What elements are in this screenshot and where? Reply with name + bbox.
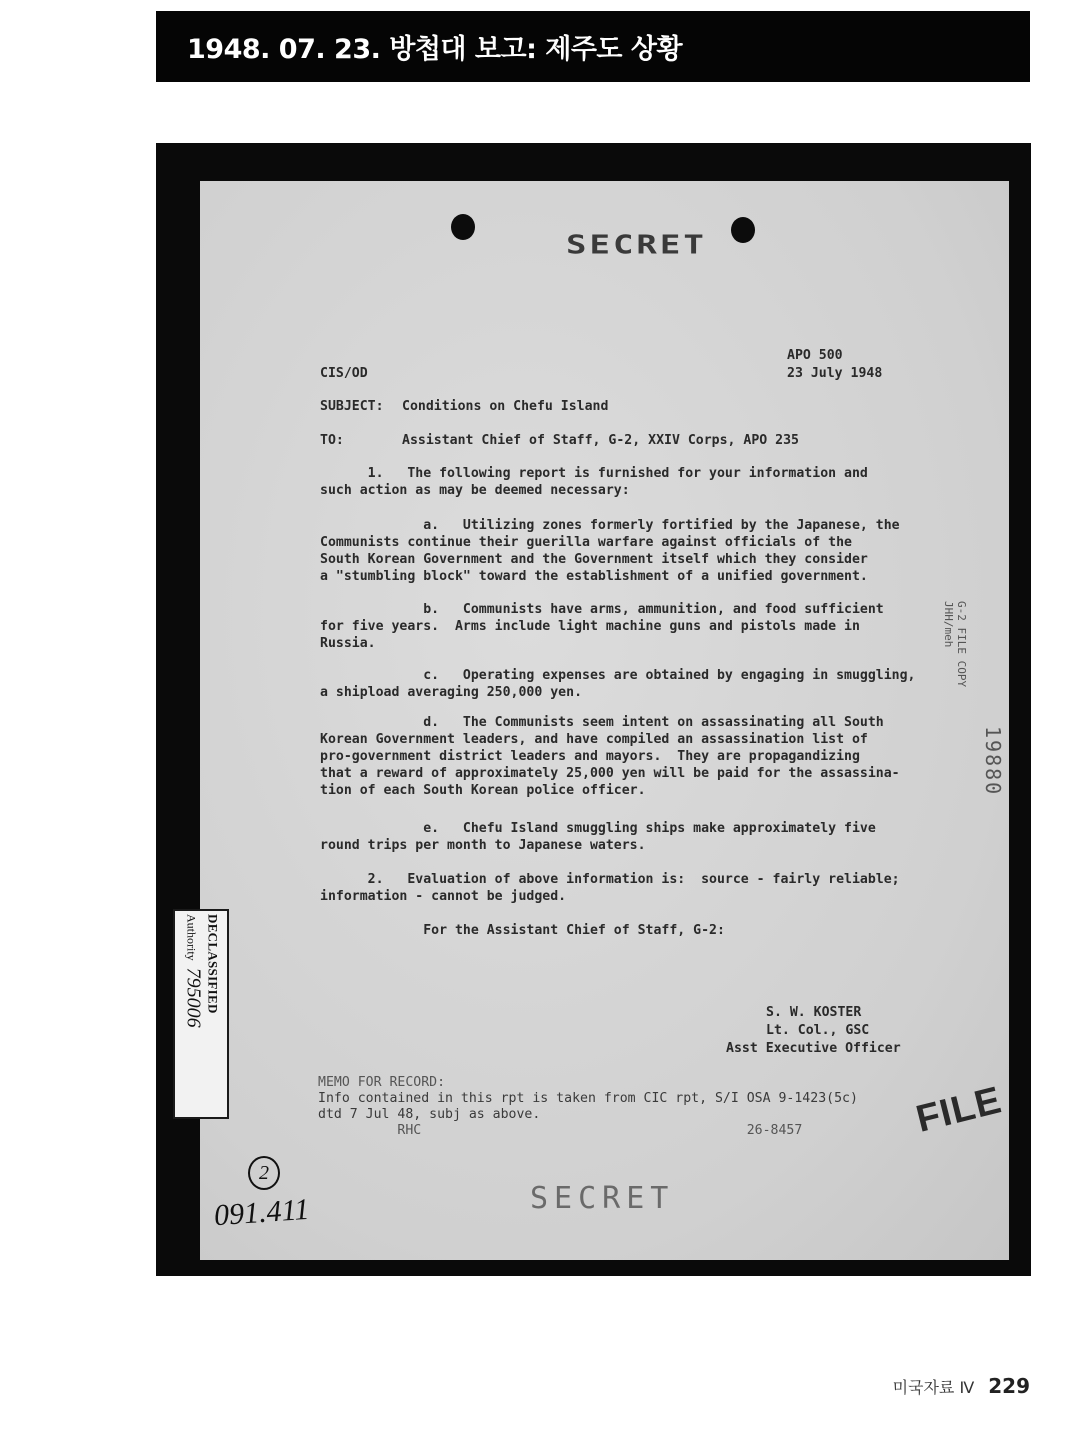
body-line: a "stumbling block" toward the establishment of a unified government. <box>320 569 868 584</box>
body-line: Korean Government leaders, and have compiled an assassination list of <box>320 732 868 747</box>
memo-line: Info contained in this rpt is taken from CIC rpt, S/I OSA 9-1423(5c) <box>318 1091 858 1106</box>
document-photo <box>156 143 1031 1276</box>
handwritten-file-number: 091.411 <box>212 1192 311 1233</box>
body-line: b. Communists have arms, ammunition, and food sufficient <box>320 602 884 617</box>
body-paragraph <box>320 820 876 854</box>
punch-hole-icon <box>451 214 475 240</box>
body-line: Communists continue their guerilla warfare against officials of the <box>320 535 852 550</box>
signature-rank: Lt. Col., GSC <box>766 1023 870 1038</box>
body-paragraph <box>320 465 868 499</box>
declassified-title: DECLASSIFIED <box>205 914 221 1014</box>
body-paragraph <box>320 922 725 939</box>
to-text: Assistant Chief of Staff, G-2, XXIV Corps, APO 235 <box>402 433 799 448</box>
punch-hole-icon <box>731 217 755 243</box>
page-title: 1948. 07. 23. 방첩대 보고: 제주도 상황 <box>187 34 683 65</box>
body-line: information - cannot be judged. <box>320 889 567 904</box>
side-file-copy-stamp <box>942 601 968 687</box>
body-line: tion of each South Korean police officer. <box>320 783 646 798</box>
body-line: e. Chefu Island smuggling ships make approximately five <box>320 821 876 836</box>
body-paragraph <box>320 667 915 701</box>
book-title: 미국자료 Ⅳ <box>892 1378 975 1397</box>
body-line: that a reward of approximately 25,000 yen will be paid for the assassina- <box>320 766 900 781</box>
body-paragraph <box>320 517 900 585</box>
page-footer <box>893 1374 1030 1398</box>
apo-line: APO 500 <box>787 348 843 363</box>
document-date: 23 July 1948 <box>787 366 883 381</box>
body-paragraph <box>320 714 900 799</box>
document-paper <box>200 181 1009 1260</box>
declassified-authority <box>182 914 205 1114</box>
side-stamp-line: JHH/meh <box>942 601 955 648</box>
body-line: a shipload averaging 250,000 yen. <box>320 685 583 700</box>
file-circle-number: 2 <box>248 1156 280 1190</box>
office-code: CIS/OD <box>320 366 368 381</box>
classification-top: SECRET <box>566 230 707 260</box>
body-line: South Korean Government and the Government itself which they consider <box>320 552 868 567</box>
body-line: d. The Communists seem intent on assassinating all South <box>320 715 884 730</box>
side-number: 19880 <box>981 726 1005 797</box>
body-paragraph <box>320 871 900 905</box>
subject-text: Conditions on Chefu Island <box>402 399 609 414</box>
body-line: such action as may be deemed necessary: <box>320 483 630 498</box>
signature-title: Asst Executive Officer <box>726 1041 901 1056</box>
body-line: Russia. <box>320 636 376 651</box>
signature-name: S. W. KOSTER <box>766 1005 862 1020</box>
classification-bottom: SECRET <box>530 1181 675 1216</box>
to-label: TO: <box>320 433 344 448</box>
body-line: For the Assistant Chief of Staff, G-2: <box>320 923 725 938</box>
file-stamp: FILE <box>912 1079 1007 1141</box>
page-number: 229 <box>988 1374 1030 1398</box>
body-paragraph <box>320 601 884 652</box>
body-line: a. Utilizing zones formerly fortified by the Japanese, the <box>320 518 900 533</box>
body-line: c. Operating expenses are obtained by engaging in smuggling, <box>320 668 916 683</box>
page-header <box>156 11 1030 82</box>
declassified-stamp <box>173 909 229 1119</box>
memo-line: dtd 7 Jul 48, subj as above. <box>318 1107 541 1122</box>
body-line: for five years. Arms include light machine guns and pistols made in <box>320 619 860 634</box>
side-stamp-line: G-2 FILE COPY <box>955 601 968 688</box>
memo-line: RHC 26-8457 <box>318 1123 803 1138</box>
authority-number: 795006 <box>182 967 205 1028</box>
subject-label: SUBJECT: <box>320 399 384 414</box>
body-line: 1. The following report is furnished for your information and <box>320 466 868 481</box>
body-line: pro-government district leaders and mayors. They are propagandizing <box>320 749 860 764</box>
body-line: round trips per month to Japanese waters. <box>320 838 646 853</box>
memo-heading: MEMO FOR RECORD: <box>318 1075 446 1090</box>
authority-label: Authority <box>184 914 199 961</box>
body-line: 2. Evaluation of above information is: source - fairly reliable; <box>320 872 900 887</box>
